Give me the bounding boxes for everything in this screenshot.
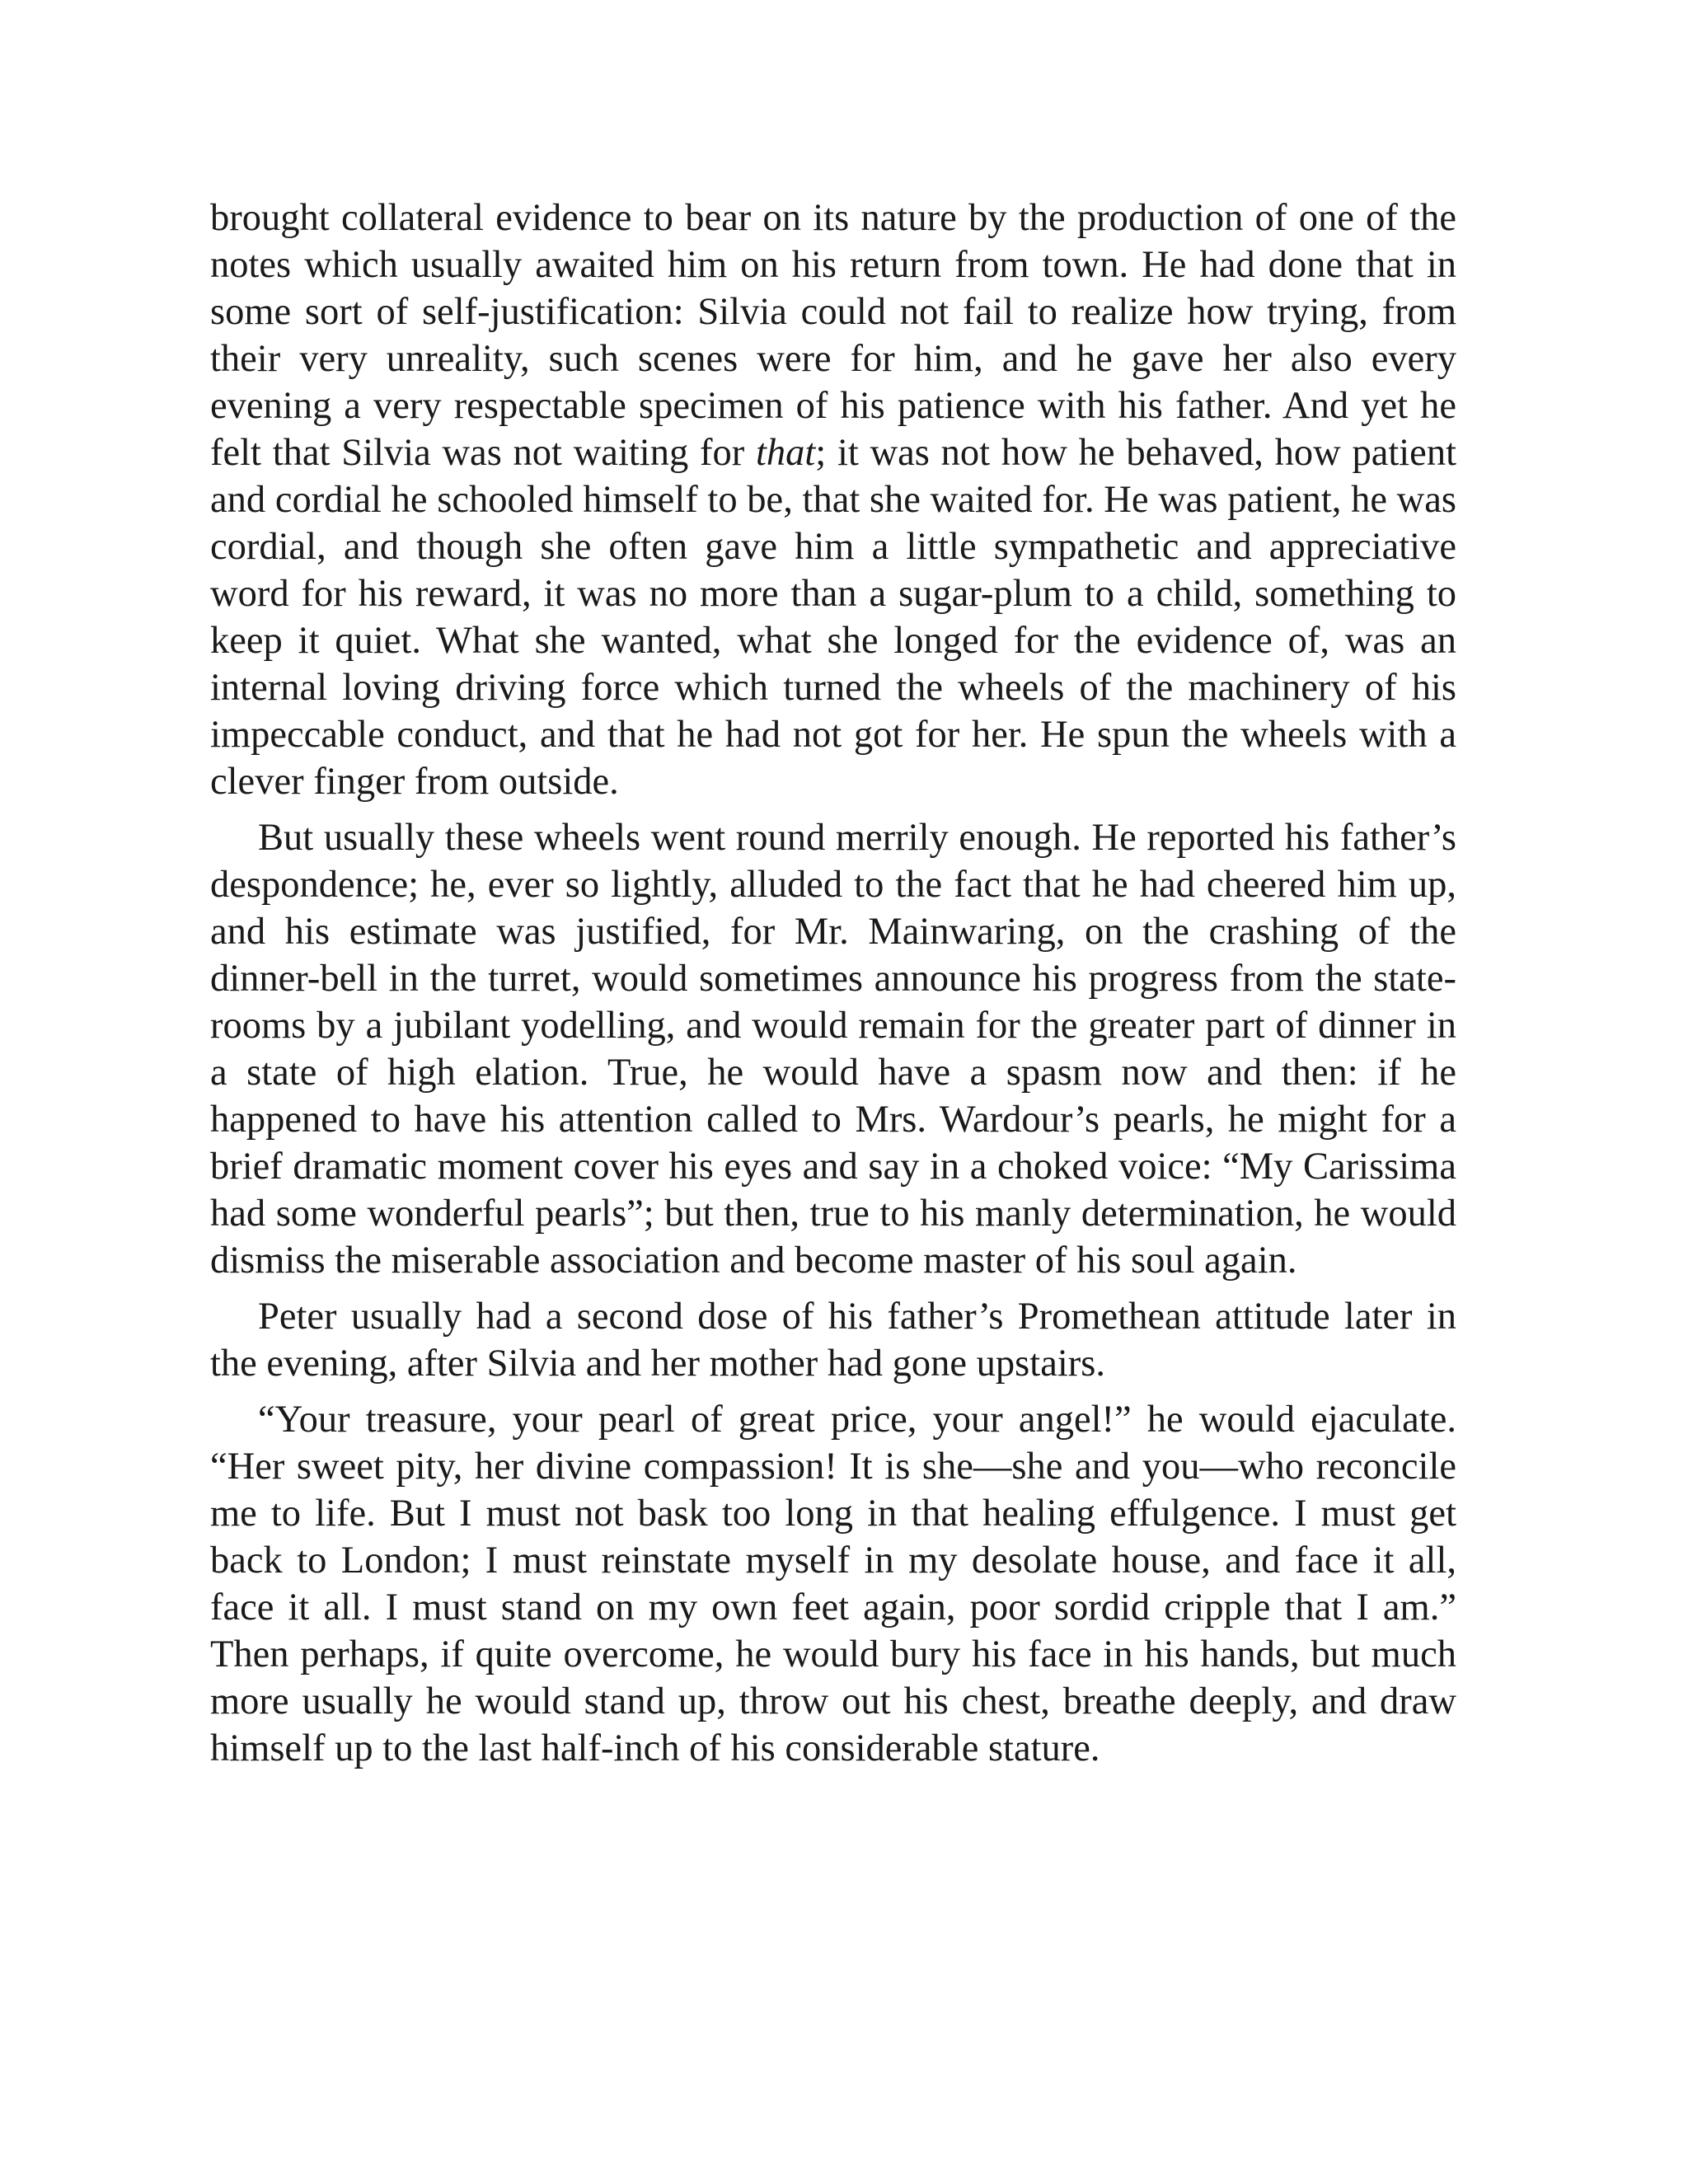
- page-text: [210, 194, 1456, 1772]
- paragraph-4: “Your treasure, your pearl of great price, your angel!” he would ejaculate. “Her sweet pity, her divine compassion! It is she—she and you—who reconcile me to life. But I must not bask too long in that healing effulgence. I must get back to London; I must reinstate myself in my desolate house, and face it all, face it all. I must stand on my own feet again, poor sordid cripple that I am.” Then perhaps, if quite overcome, he would bury his face in his hands, but much more usually he would stand up, throw out his chest, breathe deeply, and draw himself up to the last half-inch of his considerable stature.: [210, 1399, 1456, 1769]
- paragraph-1-text-b: ; it was not how he behaved, how patient and cordial he schooled himself to be, that she waited for. He was patient, he was cordial, and though she often gave him a little sympathetic and appreciative word for his reward, it was no more than a sugar-plum to a child, something to keep it quiet. What she wanted, what she longed for the evidence of, was an internal loving driving force which turned the wheels of the machinery of his impeccable conduct, and that he had not got for her. He spun the wheels with a clever finger from outside.: [210, 432, 1456, 803]
- emphasis-that: that: [755, 432, 816, 474]
- paragraph-1: [210, 194, 1456, 805]
- paragraph-2: But usually these wheels went round merrily enough. He reported his father’s despondence; he, ever so lightly, alluded to the fact that he had cheered him up, and his estimate was justified, for Mr. Mainwaring, on the crashing of the dinner-bell in the turret, would sometimes announce his progress from the state-rooms by a jubilant yodelling, and would remain for the greater part of dinner in a state of high elation. True, he would have a spasm now and then: if he happened to have his attention called to Mrs. Wardour’s pearls, he might for a brief dramatic moment cover his eyes and say in a choked voice: “My Carissima had some wonderful pearls”; but then, true to his manly determination, he would dismiss the miserable association and become master of his soul again.: [210, 817, 1456, 1282]
- paragraph-1-text-a: brought collateral evidence to bear on its nature by the production of one of the notes which usually awaited him on his return from town. He had done that in some sort of self-justification: Silvia could not fail to realize how trying, from their very unreality, such scenes were for him, and he gave her also every evening a very respectable specimen of his patience with his father. And yet he felt that Silvia was not waiting for: [210, 197, 1456, 474]
- paragraph-3: Peter usually had a second dose of his father’s Promethean attitude later in the evening, after Silvia and her mother had gone upstairs.: [210, 1296, 1456, 1385]
